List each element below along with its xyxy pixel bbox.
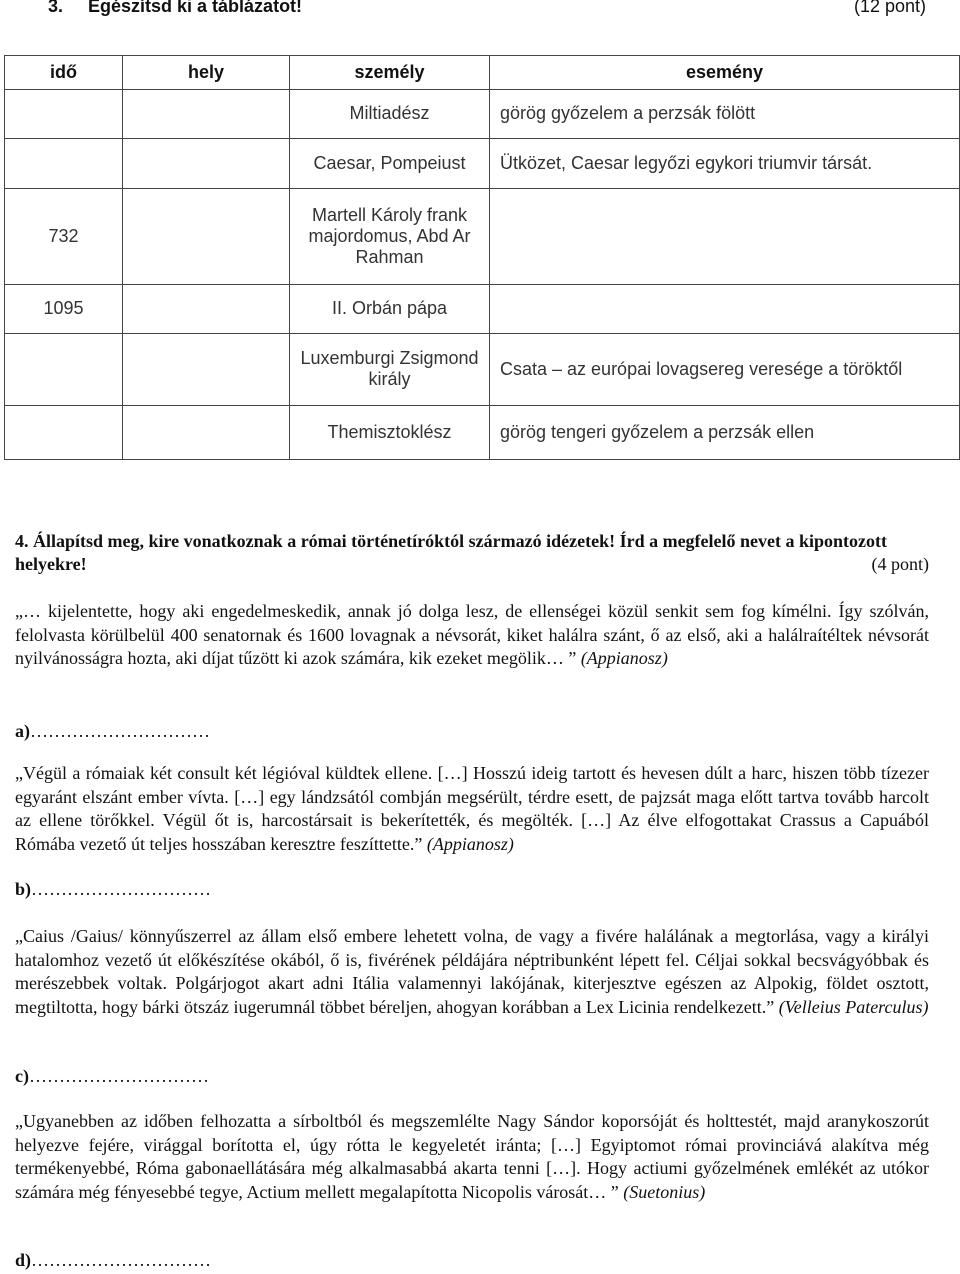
answer-b-dots[interactable]: ………………………… [31, 879, 212, 899]
table-row [5, 333, 960, 406]
cell-esemeny: Csata – az európai lovagsereg veresége a töröktől [490, 333, 960, 406]
answer-d-label: d) [15, 1250, 32, 1270]
quote-d-text: „Ugyanebben az időben felhozatta a sírboltból és megszemlélte Nagy Sándor koporsóját és holttestét, majd aranykoszorút helyezve fejére, virággal borította el, úgy róttа le kegyeletét iránta; […] Egyiptomot római provinciává alakítva még termékenyebbé, Róma gabonaellátására még alkalmasabbá akarta tenni […]. Hogy actiumi győzelmének emlékét az utókor számára még fényesebbé tegye, Actium mellett megalapította Nicopolis városát… ” [15, 1111, 929, 1202]
quote-a-text: „… kijelentette, hogy aki engedelmeskedik, annak jó dolga lesz, de ellenségei közül senkit sem fog kímélni. Így szólván, felolvasta körülbelül 400 senatornak és 1600 lovagnak a névsorát, kiket halálra szánt, ő az első, aki a halálraítéltek névsorát nyilvánosságra hozta, aki díjat tűzött ki azok számára, kik ezeket megölik… ” [15, 601, 929, 668]
answer-c[interactable] [15, 1065, 615, 1088]
table-row [5, 138, 960, 189]
quote-d-source: (Suetonius) [623, 1181, 706, 1202]
quote-c-source: (Velleius Paterculus) [778, 996, 929, 1017]
task4-instruction: Állapítsd meg, kire vonatkoznak a római történetíróktól származó idézetek! Írd a megfelelő nevet a kipontozott helyekre! [15, 531, 888, 574]
cell-hely[interactable] [123, 333, 290, 406]
quote-b [15, 762, 929, 856]
answer-b-label: b) [15, 879, 32, 899]
quote-a [15, 600, 929, 671]
cell-ido[interactable] [5, 406, 123, 460]
task3-header [48, 0, 928, 24]
answer-a-dots[interactable]: ………………………… [30, 721, 210, 741]
table-row [5, 189, 960, 285]
task4-number: 4. [15, 531, 29, 551]
cell-hely[interactable] [123, 138, 290, 189]
table-row [5, 406, 960, 460]
cell-szemely: II. Orbán pápa [290, 285, 490, 334]
cell-ido: 732 [5, 189, 123, 285]
cell-szemely: Themisztoklész [290, 406, 490, 460]
cell-szemely: Caesar, Pompeiust [290, 138, 490, 189]
cell-szemely: Martell Károly frank majordomus, Abd Ar Rahman [290, 189, 490, 285]
answer-c-dots[interactable]: ………………………… [28, 1066, 209, 1086]
task3-title: Egészítsd ki a táblázatot! [88, 0, 303, 16]
quote-a-source: (Appianosz) [580, 648, 668, 668]
task3-points: (12 pont) [853, 0, 926, 16]
history-table [4, 55, 960, 460]
header-szemely: személy [290, 56, 490, 90]
answer-d[interactable] [15, 1249, 615, 1272]
answer-b[interactable] [15, 878, 615, 901]
cell-esemeny[interactable] [490, 189, 960, 285]
header-hely: hely [123, 56, 290, 90]
table-row [5, 285, 960, 334]
cell-ido[interactable] [5, 90, 123, 139]
cell-ido: 1095 [5, 285, 123, 334]
cell-ido[interactable] [5, 138, 123, 189]
quote-d [15, 1110, 929, 1204]
table-header-row [5, 56, 960, 90]
cell-esemeny[interactable] [490, 285, 960, 334]
quote-c-text: „Caius /Gaius/ könnyűszerrel az állam első embere lehetett volna, de vagy a fivére halálának a megtorlása, vagy a királyi hatalomhoz vezető út előkészítése okából, ő is, fivérének példájára néptribunként lépett fel. Céljai sokkal becsvágyóbbak és merészebbek voltak. Polgárjogot akart adni Itália valamennyi lakójának, kiterjesztve egészen az Alpokig, földet osztott, megtiltotta, hogy bárki ötszáz iugerumnál többet béreljen, ahogyan korábban a Lex Licinia rendelkezett.” [15, 926, 929, 1017]
task4-header [15, 530, 929, 576]
quote-b-source: (Appianosz) [426, 833, 514, 854]
cell-hely[interactable] [123, 285, 290, 334]
table-row [5, 90, 960, 139]
task4-points: (4 pont) [871, 554, 929, 574]
cell-hely[interactable] [123, 90, 290, 139]
quote-c [15, 925, 929, 1019]
answer-c-label: c) [15, 1066, 29, 1086]
answer-a[interactable] [15, 720, 615, 743]
header-esemeny: esemény [490, 56, 960, 90]
cell-szemely: Luxemburgi Zsigmond király [290, 333, 490, 406]
cell-esemeny: görög tengeri győzelem a perzsák ellen [490, 406, 960, 460]
cell-esemeny: Ütközet, Caesar legyőzi egykori triumvir társát. [490, 138, 960, 189]
answer-d-dots[interactable]: ………………………… [31, 1250, 212, 1270]
cell-hely[interactable] [123, 406, 290, 460]
cell-ido[interactable] [5, 333, 123, 406]
quote-b-text: „Végül a rómaiak két consult két légióval küldtek ellene. […] Hosszú ideig tartott és hevesen dúlt a harc, hiszen több tízezer egyaránt elszánt ember vívta. […] egy lándzsától combján megsérült, térdre esett, de pajzsát maga előtt tartva tovább harcolt az ellene törőkkel. Végül őt is, harcostársait is bekerítették, és megölték. […] Az élve elfogottakat Crassus a Capuából Rómába vezető út teljes hosszában keresztre feszíttette.” [15, 763, 929, 854]
answer-a-label: a) [15, 721, 30, 741]
cell-szemely: Miltiadész [290, 90, 490, 139]
cell-esemeny: görög győzelem a perzsák fölött [490, 90, 960, 139]
task3-number: 3. [48, 0, 64, 16]
cell-hely[interactable] [123, 189, 290, 285]
header-ido: idő [5, 56, 123, 90]
